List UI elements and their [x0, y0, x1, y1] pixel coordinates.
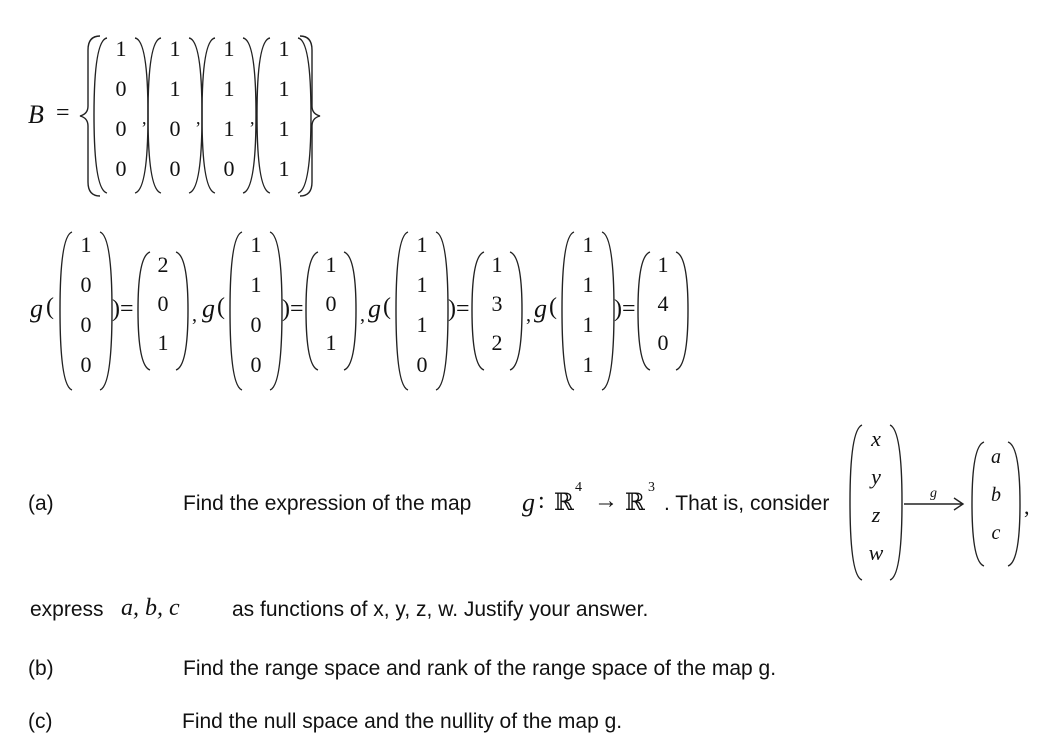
vector-entry: 0 — [250, 312, 262, 337]
vector-entry: 1 — [416, 272, 428, 297]
vector-entry: 1 — [278, 116, 290, 141]
map-fn: g — [534, 294, 547, 323]
map-input-1 — [74, 232, 98, 392]
vector-entry: 0 — [169, 156, 181, 181]
close-equals: )= — [282, 296, 304, 322]
open-paren: ( — [383, 294, 391, 320]
vector-entry: 1 — [325, 330, 337, 355]
vector-entry: a — [991, 446, 1001, 468]
vector-entry: 3 — [491, 291, 503, 316]
part-a-line2-pre: express — [30, 598, 104, 621]
vector-entry: 0 — [115, 116, 127, 141]
vector-entry: 1 — [416, 312, 428, 337]
codomain-symbol: ℝ — [625, 490, 645, 516]
basis-vector-4 — [272, 36, 296, 196]
vector-entry: x — [871, 426, 881, 451]
part-b-text: Find the range space and rank of the range space of the map g. — [183, 657, 777, 680]
domain-exponent: 4 — [575, 480, 582, 495]
comma: , — [250, 108, 255, 128]
close-equals: )= — [448, 296, 470, 322]
vector-entry: 0 — [80, 352, 92, 377]
vector-entry: 1 — [325, 252, 337, 277]
input-vector — [864, 426, 888, 578]
map-input-4 — [576, 232, 600, 392]
vector-entry: 0 — [657, 330, 669, 355]
vector-entry: c — [991, 522, 1001, 544]
vector-entry: 1 — [115, 36, 127, 61]
map-output-2 — [319, 252, 343, 369]
map-input-2 — [244, 232, 268, 392]
basis-vector-1 — [109, 36, 133, 196]
map-fn: g — [202, 294, 215, 323]
vector-entry: 1 — [169, 36, 181, 61]
vector-entry: 0 — [80, 272, 92, 297]
arrow-label: g — [930, 486, 937, 501]
vector-entry: 1 — [223, 36, 235, 61]
colon: : — [538, 488, 545, 514]
vector-entry: 1 — [223, 76, 235, 101]
vector-entry: 4 — [657, 291, 669, 316]
open-paren: ( — [217, 294, 225, 320]
map-output-4 — [651, 252, 675, 369]
vector-entry: 1 — [278, 36, 290, 61]
map-input-3 — [410, 232, 434, 392]
map-name: g — [522, 488, 535, 517]
basis-equals: = — [56, 100, 70, 126]
part-a-label: (a) — [28, 492, 54, 515]
vector-entry: 1 — [657, 252, 669, 277]
part-a-text: Find the expression of the map — [183, 492, 472, 515]
map-output-1 — [151, 252, 175, 369]
vector-entry: 1 — [582, 352, 594, 377]
map-fn: g — [368, 294, 381, 323]
vector-entry: z — [871, 502, 881, 527]
vector-entry: 0 — [169, 116, 181, 141]
vector-entry: 1 — [223, 116, 235, 141]
part-a-vars: a, b, c — [121, 595, 180, 621]
vector-entry: 0 — [80, 312, 92, 337]
vector-entry: 0 — [250, 352, 262, 377]
set-brace-right — [300, 36, 320, 196]
open-paren: ( — [549, 294, 557, 320]
arrow-symbol: → — [594, 488, 618, 514]
basis-vector-2 — [163, 36, 187, 196]
part-c-text: Find the null space and the nullity of the map g. — [182, 710, 623, 733]
part-b-label: (b) — [28, 657, 54, 680]
vector-entry: 0 — [416, 352, 428, 377]
vector-entry: 1 — [250, 272, 262, 297]
close-equals: )= — [614, 296, 636, 322]
close-equals: )= — [112, 296, 134, 322]
codomain-exponent: 3 — [648, 480, 655, 495]
basis-vector-3 — [217, 36, 241, 196]
part-a-line2-post: as functions of x, y, z, w. Justify your answer. — [232, 598, 649, 621]
vector-entry: 1 — [278, 156, 290, 181]
part-c-label: (c) — [28, 710, 53, 733]
map-fn: g — [30, 294, 43, 323]
trailing-comma: , — [1024, 494, 1030, 519]
vector-entry: y — [871, 464, 881, 489]
vector-entry: 1 — [582, 272, 594, 297]
vector-entry: 1 — [80, 232, 92, 257]
vector-entry: 1 — [250, 232, 262, 257]
part-a-text-2: . That is, consider — [664, 492, 830, 515]
vector-entry: 1 — [582, 312, 594, 337]
vector-entry: 1 — [169, 76, 181, 101]
vector-entry: 0 — [115, 156, 127, 181]
open-paren: ( — [46, 294, 54, 320]
vector-entry: 0 — [223, 156, 235, 181]
basis-label: B — [28, 100, 44, 129]
domain-symbol: ℝ — [554, 490, 574, 516]
vector-entry: b — [991, 484, 1001, 506]
vector-entry: 2 — [157, 252, 169, 277]
comma: , — [526, 304, 531, 326]
vector-entry: 1 — [582, 232, 594, 257]
vector-entry: 0 — [325, 291, 337, 316]
vector-entry: 0 — [157, 291, 169, 316]
vector-entry: 1 — [278, 76, 290, 101]
output-vector — [984, 446, 1008, 560]
vector-entry: 0 — [115, 76, 127, 101]
comma: , — [196, 108, 201, 128]
comma: , — [192, 304, 197, 326]
map-output-3 — [485, 252, 509, 369]
vector-entry: 2 — [491, 330, 503, 355]
vector-entry: 1 — [416, 232, 428, 257]
vector-entry: 1 — [157, 330, 169, 355]
vector-entry: 1 — [491, 252, 503, 277]
comma: , — [142, 108, 147, 128]
comma: , — [360, 304, 365, 326]
vector-entry: w — [868, 540, 884, 565]
